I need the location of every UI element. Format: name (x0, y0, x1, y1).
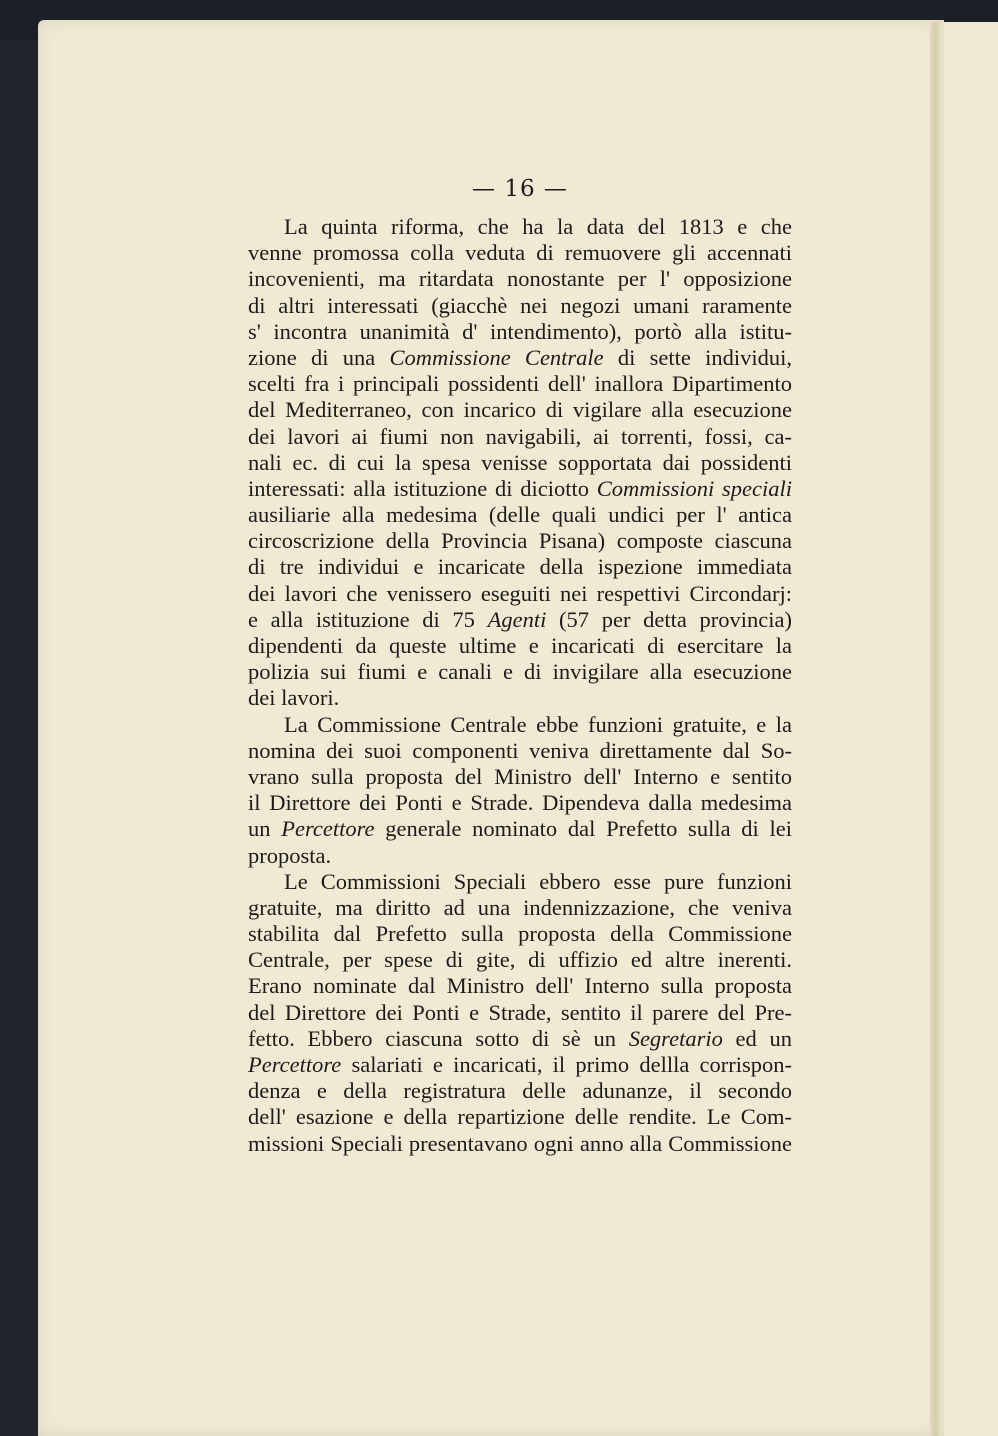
text-line (248, 554, 792, 580)
italic-term: Percettore (281, 816, 375, 842)
text-segment: Centrale, per spese di gite, di uffizio ed altre inerenti. (248, 947, 792, 973)
text-line (248, 1104, 792, 1130)
text-segment: il Direttore dei Ponti e Strade. Dipendeva dalla medesima (248, 790, 792, 816)
text-segment: missioni Speciali presentavano ogni anno alla Commissione (248, 1130, 792, 1156)
text-line (248, 240, 792, 266)
text-line (248, 528, 792, 554)
text-line (248, 633, 792, 659)
italic-term: Segretario (628, 1025, 723, 1051)
text-line (248, 1078, 792, 1104)
page-gutter (930, 22, 942, 1436)
text-segment: interessati: alla istituzione di diciotto (248, 475, 597, 501)
italic-term: Agenti (487, 606, 547, 632)
text-segment: venne promossa colla veduta di remuovere gli accennati (248, 240, 792, 266)
text-segment: La quinta riforma, che ha la data del 1813 e che (284, 214, 792, 239)
text-segment: ausiliarie alla medesima (delle quali undici per l' antica (248, 502, 792, 528)
text-segment: Erano nominate dal Ministro dell' Interno sulla proposta (248, 973, 792, 999)
text-segment: ed un (722, 1025, 792, 1051)
text-segment: La Commissione Centrale ebbe funzioni gratuite, e la (284, 711, 792, 737)
text-segment: dei lavori che venissero eseguiti nei respettivi Circondarj: (248, 580, 792, 606)
text-segment: dei lavori. (248, 685, 340, 711)
text-segment: dell' esazione e della repartizione delle rendite. Le Com- (248, 1104, 792, 1130)
text-line (248, 502, 792, 528)
italic-term: Commissioni speciali (596, 475, 792, 501)
text-line (248, 1131, 792, 1157)
text-line (248, 450, 792, 476)
text-line (248, 816, 792, 842)
text-segment: e alla istituzione di 75 (248, 606, 488, 632)
text-segment: vrano sulla proposta del Ministro dell' Interno e sentito (248, 763, 792, 789)
text-segment: di sette individui, (603, 344, 792, 370)
text-segment: proposta. (248, 842, 332, 868)
text-line (248, 947, 792, 973)
text-segment: zione di una (248, 344, 390, 370)
text-segment: un (248, 816, 282, 842)
text-line (248, 319, 792, 345)
text-segment: dipendenti da queste ultime e incaricati di esercitare la (248, 633, 792, 658)
text-segment: s' incontra unanimità d' intendimento), portò alla istitu- (248, 318, 792, 344)
text-line (248, 764, 792, 790)
text-segment: dei lavori ai fiumi non navigabili, ai torrenti, fossi, ca- (248, 423, 792, 449)
text-segment: di tre individui e incaricate della ispezione immediata (248, 554, 792, 580)
text-line (248, 345, 792, 371)
text-line (248, 659, 792, 685)
page-content (248, 176, 792, 1157)
text-line (248, 843, 792, 869)
text-segment: nomina dei suoi componenti veniva direttamente dal So- (248, 737, 792, 763)
text-segment: scelti fra i principali possidenti dell' inallora Dipartimento (248, 371, 792, 397)
text-line (248, 973, 792, 999)
text-segment: stabilita dal Prefetto sulla proposta della Commissione (248, 921, 792, 947)
text-line (248, 293, 792, 319)
text-line (248, 371, 792, 397)
text-line (248, 685, 792, 711)
text-line (248, 738, 792, 764)
text-segment: Le Commissioni Speciali ebbero esse pure funzioni (284, 868, 792, 894)
text-segment: di altri interessati (giacchè nei negozi umani raramente (248, 292, 792, 318)
text-line (248, 424, 792, 450)
text-line (248, 214, 792, 240)
page-number: — 16 — (472, 176, 568, 202)
text-segment: polizia sui fiumi e canali e di invigilare alla esecuzione (248, 659, 792, 685)
text-segment: incovenienti, ma ritardata nonostante per l' opposizione (248, 266, 792, 292)
text-line (248, 1052, 792, 1078)
text-segment: circoscrizione della Provincia Pisana) composte ciascuna (248, 528, 792, 554)
text-segment: salariati e incaricati, il primo dellla corrispon- (341, 1052, 792, 1077)
text-segment: del Direttore dei Ponti e Strade, sentito il parere del Pre- (248, 999, 792, 1025)
text-line (248, 869, 792, 895)
text-segment: fetto. Ebbero ciascuna sotto di sè un (248, 1025, 629, 1051)
text-line (248, 397, 792, 423)
text-segment: (57 per detta provincia) (546, 606, 792, 632)
text-line (248, 476, 792, 502)
italic-term: Commissione Centrale (389, 344, 604, 370)
text-segment: gratuite, ma diritto ad una indennizzazione, che veniva (248, 894, 792, 920)
text-line (248, 1000, 792, 1026)
text-line (248, 712, 792, 738)
text-segment: generale nominato dal Prefetto sulla di lei (374, 816, 792, 842)
text-line (248, 266, 792, 292)
text-segment: del Mediterraneo, con incarico di vigilare alla esecuzione (248, 397, 792, 423)
body-text (248, 214, 792, 1157)
text-line (248, 581, 792, 607)
text-line (248, 790, 792, 816)
text-line (248, 895, 792, 921)
text-line (248, 607, 792, 633)
text-segment: denza e della registratura delle adunanze, il secondo (248, 1078, 792, 1104)
text-line (248, 921, 792, 947)
text-line (248, 1026, 792, 1052)
italic-term: Percettore (248, 1052, 342, 1077)
text-segment: nali ec. di cui la spesa venisse sopportata dai possidenti (248, 449, 792, 475)
